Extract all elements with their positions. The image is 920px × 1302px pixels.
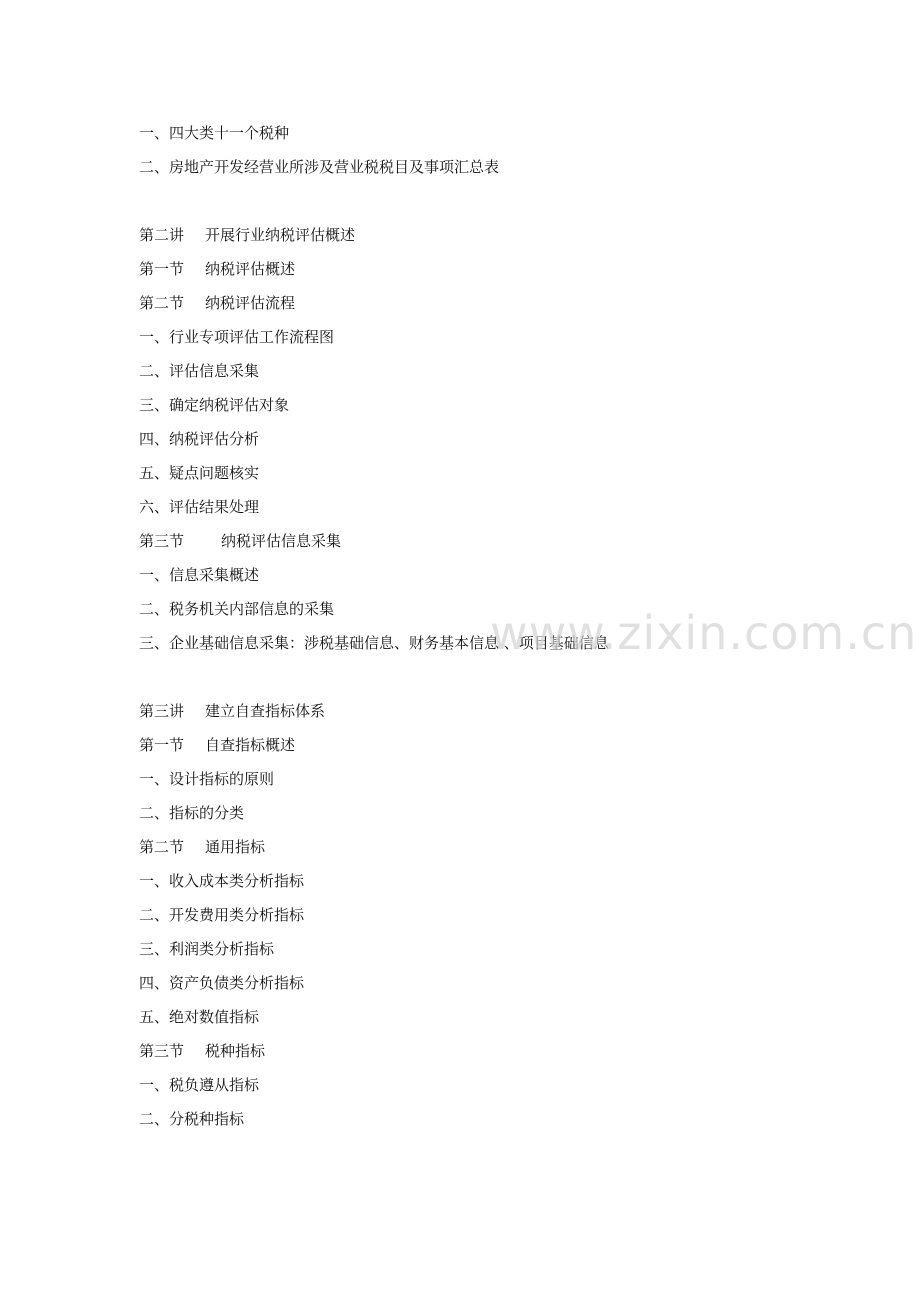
heading-title: 开展行业纳税评估概述 xyxy=(205,226,356,244)
item-prefix: 五、 xyxy=(139,464,170,482)
item-prefix: 四、 xyxy=(139,430,170,448)
watermark-text: www.zixin.com.cn xyxy=(490,606,918,660)
list-item xyxy=(139,354,839,388)
item-title: 房地产开发经营业所涉及营业税税目及事项汇总表 xyxy=(169,158,500,176)
item-prefix: 三、 xyxy=(139,940,170,958)
list-item xyxy=(139,1000,839,1034)
item-title: 绝对数值指标 xyxy=(169,1008,260,1026)
section-heading xyxy=(139,728,839,762)
document-body xyxy=(139,116,839,1136)
item-title: 分税种指标 xyxy=(169,1110,245,1128)
item-prefix: 二、 xyxy=(139,600,170,618)
item-title: 评估结果处理 xyxy=(169,498,260,516)
heading-title: 纳税评估流程 xyxy=(205,294,296,312)
heading-title: 自查指标概述 xyxy=(205,736,296,754)
item-prefix: 二、 xyxy=(139,1110,170,1128)
item-prefix: 二、 xyxy=(139,804,170,822)
item-title: 行业专项评估工作流程图 xyxy=(169,328,335,346)
item-title: 资产负债类分析指标 xyxy=(169,974,305,992)
heading-prefix: 第一节 xyxy=(139,736,185,754)
heading-title: 纳税评估概述 xyxy=(205,260,296,278)
section-heading xyxy=(139,1034,839,1068)
item-prefix: 一、 xyxy=(139,124,170,142)
item-prefix: 一、 xyxy=(139,770,170,788)
list-item xyxy=(139,898,839,932)
item-title: 信息采集概述 xyxy=(169,566,260,584)
item-prefix: 二、 xyxy=(139,906,170,924)
list-item xyxy=(139,116,839,150)
item-prefix: 三、 xyxy=(139,396,170,414)
item-title: 企业基础信息采集：涉税基础信息、财务基本信息 、项目基础信息 xyxy=(169,634,609,652)
heading-prefix: 第二节 xyxy=(139,838,185,856)
heading-prefix: 第三讲 xyxy=(139,702,185,720)
section-heading xyxy=(139,524,839,558)
item-title: 确定纳税评估对象 xyxy=(169,396,290,414)
item-title: 评估信息采集 xyxy=(169,362,260,380)
list-item xyxy=(139,796,839,830)
heading-title: 建立自查指标体系 xyxy=(205,702,326,720)
item-title: 开发费用类分析指标 xyxy=(169,906,305,924)
heading-prefix: 第三节 xyxy=(139,532,185,550)
item-title: 纳税评估分析 xyxy=(169,430,260,448)
heading-prefix: 第二节 xyxy=(139,294,185,312)
list-item xyxy=(139,864,839,898)
item-prefix: 二、 xyxy=(139,362,170,380)
item-prefix: 一、 xyxy=(139,566,170,584)
item-prefix: 二、 xyxy=(139,158,170,176)
list-item xyxy=(139,966,839,1000)
item-title: 税务机关内部信息的采集 xyxy=(169,600,335,618)
item-title: 指标的分类 xyxy=(169,804,245,822)
list-item xyxy=(139,558,839,592)
item-title: 疑点问题核实 xyxy=(169,464,260,482)
list-item xyxy=(139,456,839,490)
list-item xyxy=(139,932,839,966)
heading-title: 税种指标 xyxy=(205,1042,266,1060)
item-title: 收入成本类分析指标 xyxy=(169,872,305,890)
heading-prefix: 第一节 xyxy=(139,260,185,278)
section-heading xyxy=(139,252,839,286)
list-item xyxy=(139,422,839,456)
heading-prefix: 第三节 xyxy=(139,1042,185,1060)
list-item xyxy=(139,320,839,354)
item-title: 利润类分析指标 xyxy=(169,940,275,958)
heading-prefix: 第二讲 xyxy=(139,226,185,244)
item-title: 四大类十一个税种 xyxy=(169,124,290,142)
list-item xyxy=(139,1068,839,1102)
list-item xyxy=(139,150,839,184)
item-title: 税负遵从指标 xyxy=(169,1076,260,1094)
heading-title: 纳税评估信息采集 xyxy=(221,532,342,550)
heading-title: 通用指标 xyxy=(205,838,266,856)
lecture-heading xyxy=(139,218,839,252)
list-item xyxy=(139,1102,839,1136)
section-heading xyxy=(139,286,839,320)
item-prefix: 四、 xyxy=(139,974,170,992)
item-prefix: 六、 xyxy=(139,498,170,516)
item-prefix: 一、 xyxy=(139,1076,170,1094)
item-prefix: 一、 xyxy=(139,872,170,890)
list-item xyxy=(139,388,839,422)
list-item xyxy=(139,490,839,524)
item-prefix: 五、 xyxy=(139,1008,170,1026)
item-prefix: 一、 xyxy=(139,328,170,346)
section-heading xyxy=(139,830,839,864)
lecture-heading xyxy=(139,694,839,728)
list-item xyxy=(139,626,839,660)
list-item xyxy=(139,592,839,626)
item-title: 设计指标的原则 xyxy=(169,770,275,788)
list-item xyxy=(139,762,839,796)
item-prefix: 三、 xyxy=(139,634,170,652)
